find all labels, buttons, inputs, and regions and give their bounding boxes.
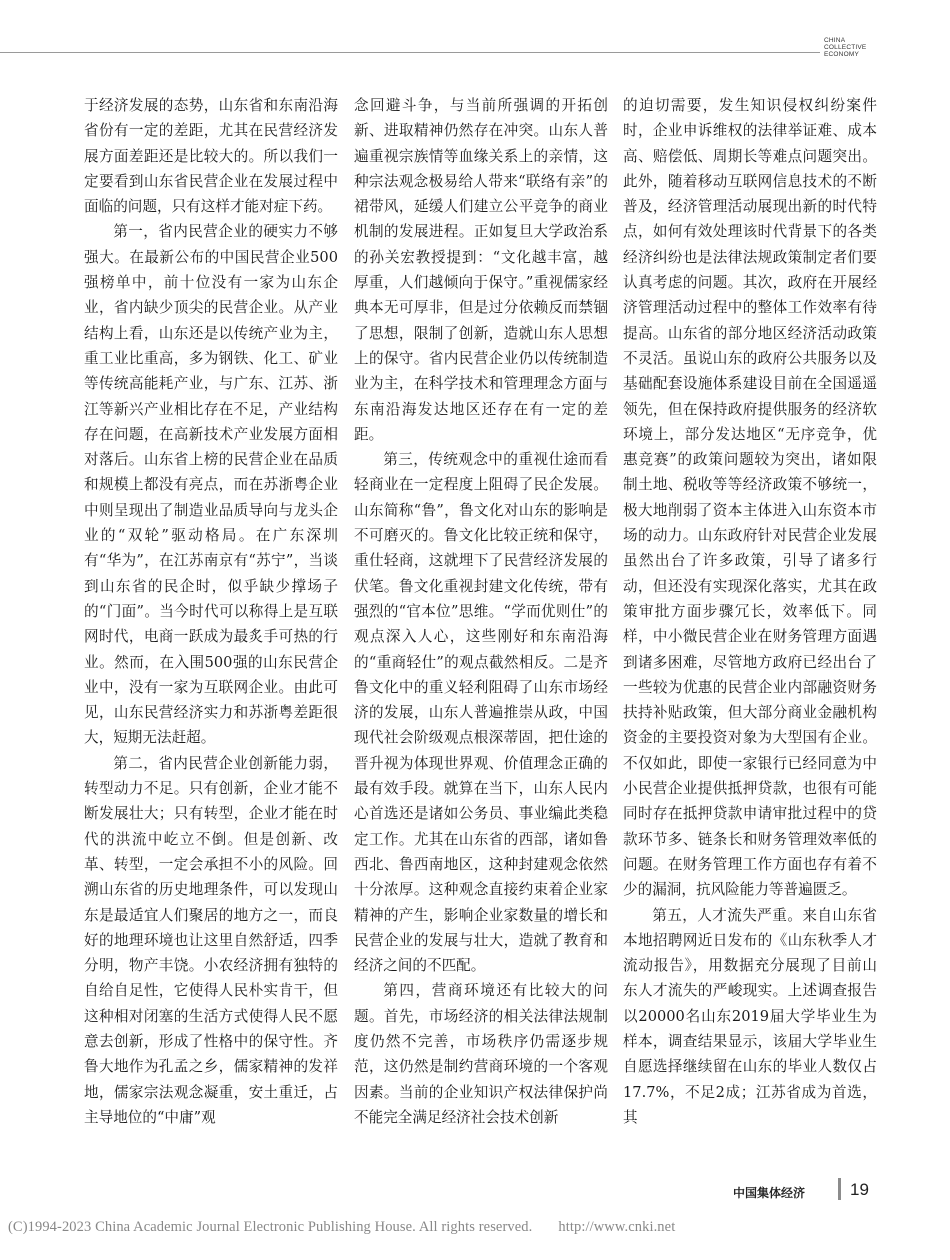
text-column-2 — [354, 93, 608, 1130]
paragraph: 第四，营商环境还有比较大的问题。首先，市场经济的相关法律法规制度仍然不完善，市场秩序仍需逐步规范，这仍然是制约营商环境的一个客观因素。当前的企业知识产权法律保护尚不能完全满足经济社会技术创新 — [354, 982, 608, 1126]
paragraph: 第五，人才流失严重。来自山东省本地招聘网近日发布的《山东秋季人才流动报告》，用数据充分展现了目前山东人才流失的严峻现实。上述调查报告以20000名山东2019届大学毕业生为样本，调查结果显示，该届大学毕业生自愿选择继续留在山东的毕业人数仅占17.7%，不足2成；江苏省成为首选，其 — [623, 906, 877, 1126]
footer-journal-name: 中国集体经济 — [733, 1186, 806, 1200]
text-column-1 — [84, 93, 338, 1130]
header-rule — [0, 52, 820, 53]
cnki-link[interactable]: http://www.cnki.net — [558, 1219, 676, 1235]
journal-logo — [824, 37, 904, 58]
logo-line: COLLECTIVE — [824, 44, 867, 51]
paragraph: 于经济发展的态势，山东省和东南沿海省份有一定的差距，尤其在民营经济发展方面差距还是比较大的。所以我们一定要看到山东省民营企业在发展过程中面临的问题，只有这样才能对症下药。 — [84, 97, 338, 216]
paragraph: 第一，省内民营企业的硬实力不够强大。在最新公布的中国民营企业500强榜单中，前十位没有一家为山东企业，省内缺少顶尖的民营企业。从产业结构上看，山东还是以传统产业为主，重工业比重高，多为钢铁、化工、矿业等传统高能耗产业，与广东、江苏、浙江等新兴产业相比存在不足，产业结构存在问题，在高新技术产业发展方面相对落后。山东省上榜的民营企业在品质和规模上都没有亮点，而在苏浙粤企业中则呈现出了制造业品质导向与龙头企业的“双轮”驱动格局。在广东深圳有“华为”，在江苏南京有“苏宁”，当谈到山东省的民企时，似乎缺少撑场子的“门面”。当今时代可以称得上是互联网时代，电商一跃成为最炙手可热的行业。然而，在入围500强的山东民营企业中，没有一家为互联网企业。由此可见，山东民营经济实力和苏浙粤差距很大，短期无法赶超。 — [84, 223, 338, 747]
copyright-text: (C)1994-2023 China Academic Journal Electronic Publishing House. All rights reserved. — [8, 1219, 533, 1235]
paragraph: 的迫切需要，发生知识侵权纠纷案件时，企业申诉维权的法律举证难、成本高、赔偿低、周期长等难点问题突出。此外，随着移动互联网信息技术的不断普及，经济管理活动展现出新的时代特点，如何有效处理该时代背景下的各类经济纠纷也是法律法规政策制定者们要认真考虑的问题。其次，政府在开展经济管理活动过程中的整体工作效率有待提高。山东省的部分地区经济活动政策不灵活。虽说山东的政府公共服务以及基础配套设施体系建设目前在全国遥遥领先，但在保持政府提供服务的经济软环境上，部分发达地区“无序竞争，优惠竞赛”的政策问题较为突出，诸如限制土地、税收等等经济政策不够统一，极大地削弱了资本主体进入山东资本市场的动力。山东政府针对民营企业发展虽然出台了许多政策，引导了诸多行动，但还没有实现深化落实，尤其在政策审批方面步骤冗长，效率低下。同样，中小微民营企业在财务管理方面遇到诸多困难，尽管地方政府已经出台了一些较为优惠的民营企业内部融资财务扶持补贴政策，但大部分商业金融机构资金的主要投资对象为大型国有企业。不仅如此，即使一家银行已经同意为中小民营企业提供抵押贷款，也很有可能同时存在抵押贷款申请审批过程中的贷款环节多、链条长和财务管理效率低的问题。在财务管理工作方面也存有着不少的漏洞，抗风险能力等普遍匮乏。 — [623, 97, 877, 899]
logo-line: CHINA — [824, 37, 846, 44]
copyright-notice — [8, 1219, 675, 1236]
text-column-3 — [623, 93, 877, 1130]
paragraph: 第二，省内民营企业创新能力弱，转型动力不足。只有创新，企业才能不断发展壮大；只有转型，企业才能在时代的洪流中屹立不倒。但是创新、改革、转型，一定会承担不小的风险。回溯山东省的历史地理条件，可以发现山东是最适宜人们聚居的地方之一，而良好的地理环境也让这里自然舒适，四季分明，物产丰饶。小农经济拥有独特的自给自足性，它使得人民朴实肯干，但这种相对闭塞的生活方式使得人民不愿意去创新，形成了性格中的保守性。齐鲁大地作为孔孟之乡，儒家精神的发祥地，儒家宗法观念凝重，安土重迁，占主导地位的“中庸”观 — [84, 754, 338, 1126]
page-number: 19 — [850, 1180, 869, 1199]
logo-line: ECONOMY — [824, 51, 859, 58]
paragraph: 念回避斗争，与当前所强调的开拓创新、进取精神仍然存在冲突。山东人普遍重视宗族情等血缘关系上的亲情，这种宗法观念极易给人带来“联络有亲”的裙带风，延缓人们建立公平竞争的商业机制的发展进程。正如复旦大学政治系的孙关宏教授提到：“文化越丰富，越厚重，人们越倾向于保守。”重视儒家经典本无可厚非，但是过分依赖反而禁锢了思想，限制了创新，造就山东人思想上的保守。省内民营企业仍以传统制造业为主，在科学技术和管理理念方面与东南沿海发达地区还存在有一定的差距。 — [354, 97, 608, 443]
paragraph: 第三，传统观念中的重视仕途而看轻商业在一定程度上阻碍了民企发展。山东简称“鲁”，鲁文化对山东的影响是不可磨灭的。鲁文化比较正统和保守，重仕轻商，这就埋下了民营经济发展的伏笔。鲁文化重视封建文化传统，带有强烈的“官本位”思维。“学而优则仕”的观点深入人心，这些刚好和东南沿海的“重商轻仕”的观点截然相反。二是齐鲁文化中的重义轻利阻碍了山东市场经济的发展，山东人普遍推崇从政，中国现代社会阶级观点根深蒂固，把仕途的晋升视为体现世界观、价值理念正确的最有效手段。就算在当下，山东人民内心首选还是诸如公务员、事业编此类稳定工作。尤其在山东省的西部，诸如鲁西北、鲁西南地区，这种封建观念依然十分浓厚。这种观念直接约束着企业家精神的产生，影响企业家数量的增长和民营企业的发展与壮大，造就了教育和经济之间的不匹配。 — [354, 451, 608, 975]
footer-divider — [838, 1178, 841, 1200]
